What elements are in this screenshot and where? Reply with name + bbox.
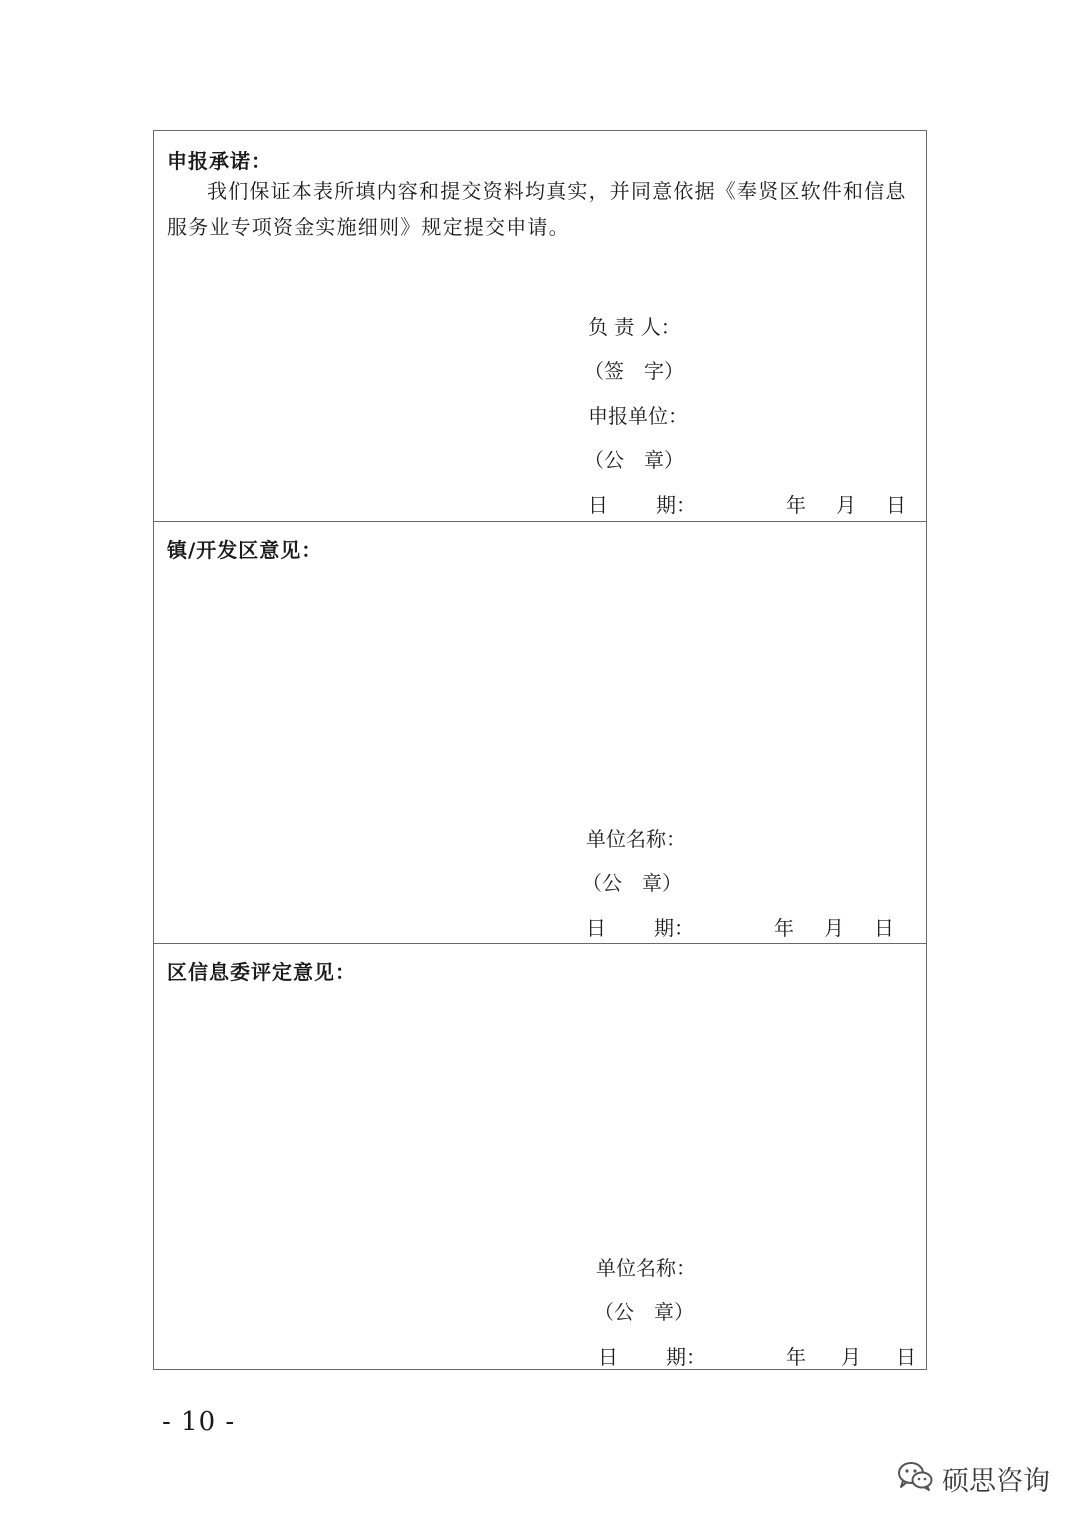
date-label-qi: 期： [656,493,696,517]
date-label-qi: 期： [666,1345,706,1369]
page-number: - 10 - [162,1407,236,1437]
watermark-text: 硕思咨询 [942,1465,1050,1497]
application-form-table [153,130,927,1370]
year-label: 年 [774,916,794,940]
seal-note: （公 章） [594,1300,694,1324]
applicant-unit-label: 申报单位： [588,404,688,428]
town-opinion-title: 镇/开发区意见： [167,538,323,562]
date-row [588,489,908,515]
declaration-section [154,131,926,521]
declaration-title: 申报承诺： [167,149,272,173]
declaration-body: 我们保证本表所填内容和提交资料均真实，并同意依据《奉贤区软件和信息服务业专项资金实施细则》规定提交申请。 [167,179,907,239]
watermark [896,1458,1050,1498]
year-label: 年 [786,1345,806,1369]
month-label: 月 [841,1345,861,1369]
unit-name-label: 单位名称： [586,827,686,851]
responsible-person-label: 负 责 人： [588,315,681,339]
day-label: 日 [874,916,894,940]
date-label-ri: 日 [588,493,608,517]
seal-note: （公 章） [584,448,684,472]
signature-note: （签 字） [584,359,684,383]
unit-name-label: 单位名称： [596,1256,696,1280]
seal-note: （公 章） [582,871,682,895]
day-label: 日 [886,493,906,517]
date-label-ri: 日 [598,1345,618,1369]
wechat-icon [896,1460,934,1496]
date-row [598,1341,918,1367]
month-label: 月 [836,493,856,517]
town-opinion-section [154,521,926,943]
month-label: 月 [824,916,844,940]
district-opinion-section [154,943,926,1371]
date-label-ri: 日 [586,916,606,940]
district-opinion-title: 区信息委评定意见： [167,960,356,984]
year-label: 年 [786,493,806,517]
date-row [586,912,906,938]
date-label-qi: 期： [654,916,694,940]
day-label: 日 [896,1345,916,1369]
